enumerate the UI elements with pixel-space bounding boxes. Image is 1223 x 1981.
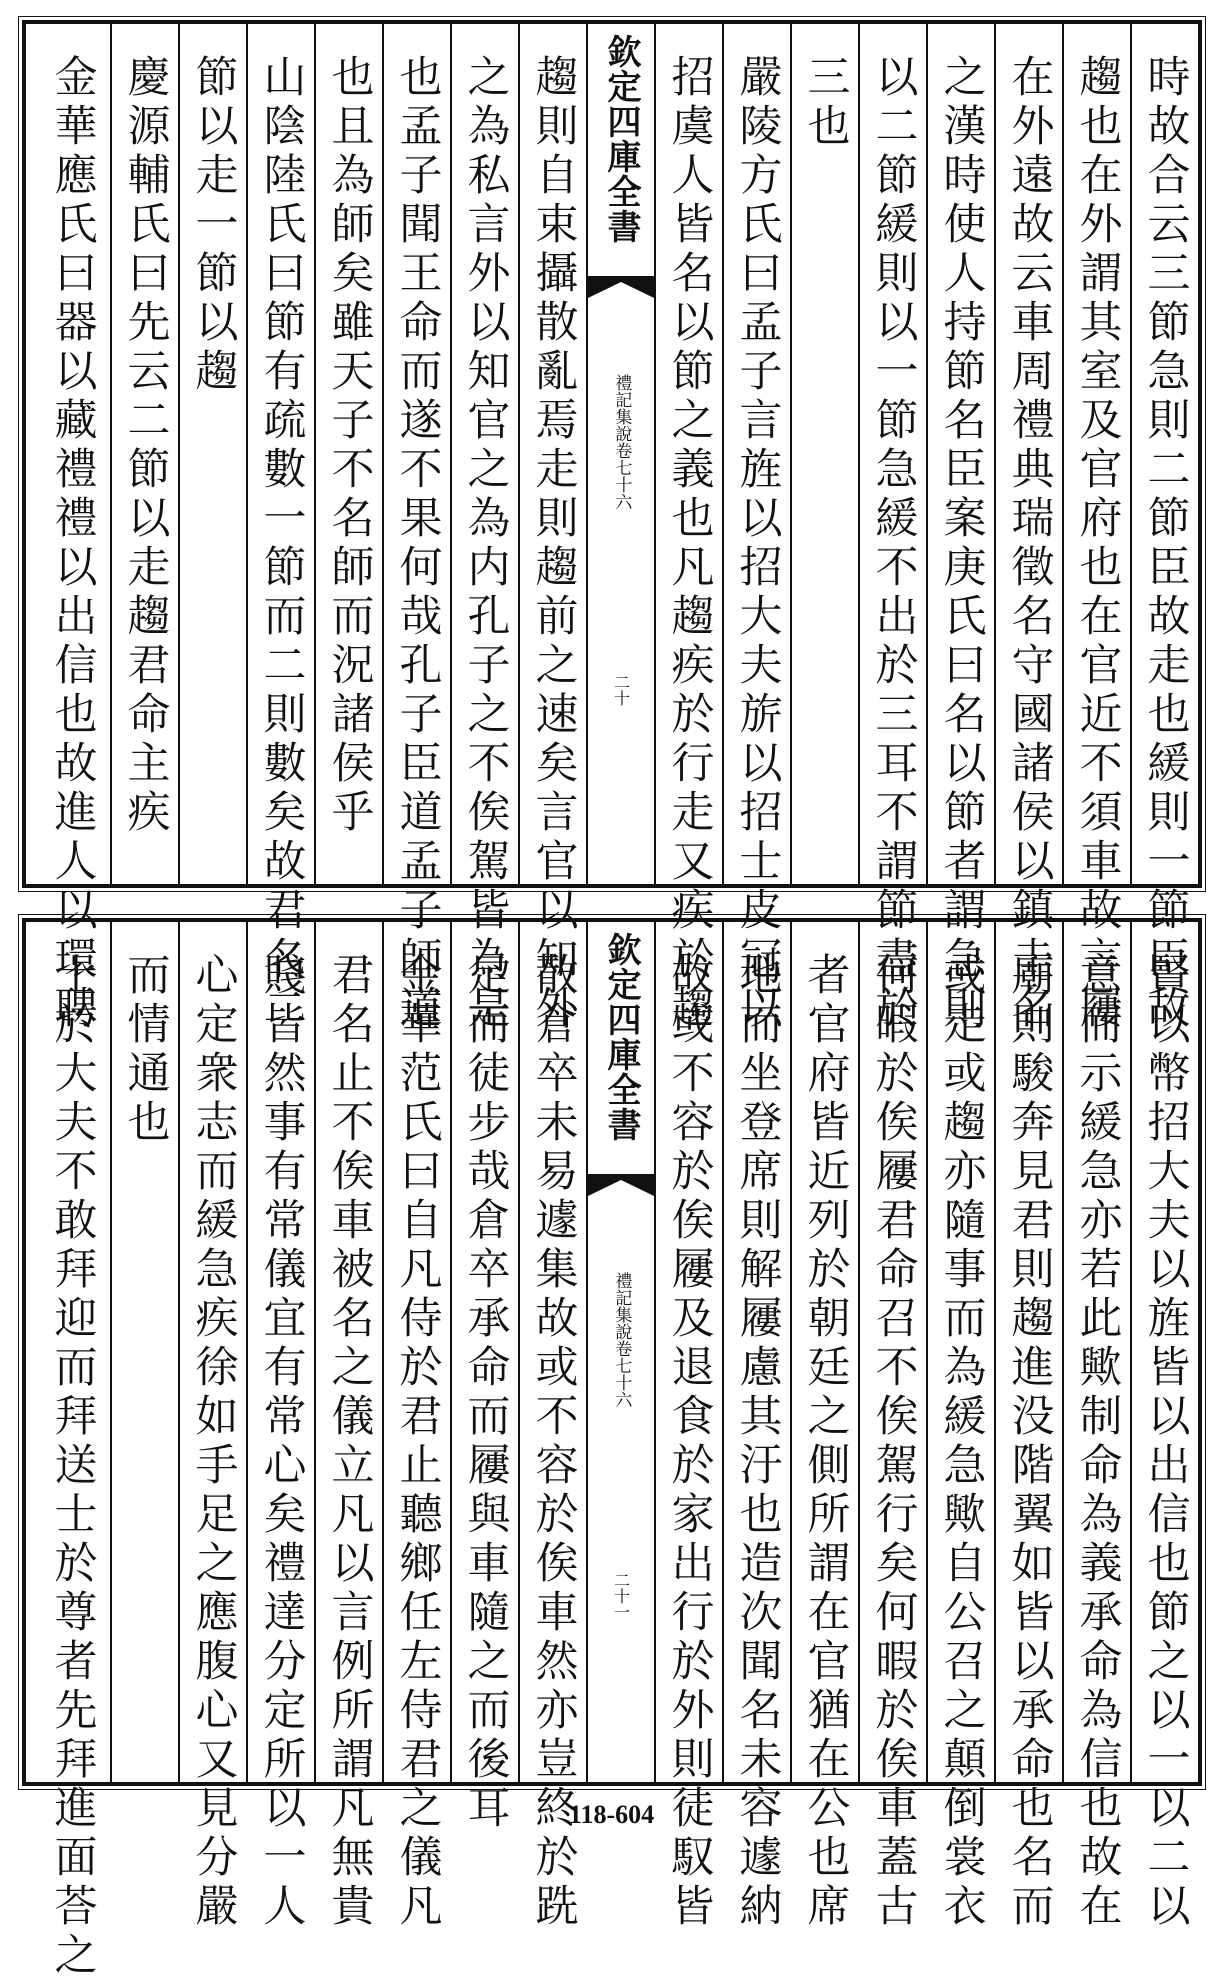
text-column	[1130, 922, 1198, 1932]
top-page	[22, 20, 1202, 1034]
column-text: 時故合云三節急則二節臣故走也緩則一節臣故	[1140, 54, 1191, 1034]
text-column	[654, 24, 722, 1034]
center-fold-column	[586, 922, 654, 1782]
column-text: 招虞人皆名以節之義也凡趨疾於行走又疾於趨	[664, 54, 715, 1034]
column-text: 心定衆志而緩急疾徐如手足之應腹心又見分嚴	[188, 952, 239, 1932]
column-text: 在外遠故云車周禮典瑞徵名守國諸侯以鎮圭名	[1004, 54, 1055, 1034]
column-text: 之漢時使人持節名臣案庚氏曰名以節者謂急則	[936, 54, 987, 1034]
column-text: 慶源輔氏曰先云二節以走趨君命主疾	[120, 54, 171, 838]
book-title: 禮記集說	[611, 374, 632, 442]
text-column	[518, 24, 586, 1034]
text-column	[178, 24, 246, 884]
collection-title: 欽定四庫全書	[601, 932, 641, 1142]
column-text: 金華應氏曰器以藏禮禮以出信也故進人以環聘	[47, 54, 98, 1034]
text-column	[722, 24, 790, 1034]
text-column	[382, 922, 450, 1932]
text-column	[858, 922, 926, 1932]
column-text: 者官府皆近列於朝廷之側所謂在官猶在公也席	[800, 952, 851, 1932]
text-column	[314, 922, 382, 1932]
volume-number: 卷七十六	[611, 442, 632, 510]
column-text: 山陰陸氏曰節有疏數一節而二則數矣故君名二	[256, 54, 307, 1034]
column-text: 地而坐登席則解屨慮其汙也造次聞名未容遽納	[732, 952, 783, 1932]
text-column	[178, 922, 246, 1932]
text-column	[246, 922, 314, 1932]
column-text: 廟則駿奔見君則趨進没階翼如皆以承命也名而	[1004, 952, 1055, 1932]
column-text: 也孟子聞王命而遂不果何哉孔子臣道孟子師道	[392, 54, 443, 1034]
collection-title: 欽定四庫全書	[601, 34, 641, 244]
column-text: 金華范氏曰自凡侍於君止聽鄉任左侍君之儀凡	[392, 952, 443, 1932]
center-fold-column	[586, 24, 654, 884]
column-text: 趨也在外謂其室及官府也在官近不須車故言屨	[1072, 54, 1123, 1034]
book-info	[612, 1272, 631, 1408]
column-text: 君名止不俟車被名之儀立凡以言例所謂凡無貴	[324, 952, 375, 1932]
fish-tail-mark	[588, 1174, 654, 1198]
fish-tail-mark	[588, 276, 654, 300]
column-text: 節以走一節以趨	[188, 54, 239, 397]
column-text: 或走或趨亦隨事而為緩急歟自公召之顛倒裳衣	[936, 952, 987, 1932]
text-column	[314, 24, 382, 884]
text-column	[790, 24, 858, 884]
text-column	[518, 922, 586, 1932]
column-text: 足而徒步哉倉卒承命而屨與車隨之而後耳	[460, 952, 511, 1834]
text-column	[1130, 24, 1198, 1034]
text-column	[654, 922, 722, 1932]
column-text: 賢以幣招大夫以旌皆以出信也節之以一以二以	[1140, 952, 1191, 1932]
column-text: 也且為師矣雖天子不名師而況諸侯乎	[324, 54, 375, 838]
text-column	[790, 922, 858, 1932]
text-column	[926, 24, 994, 1034]
text-column	[110, 24, 178, 884]
book-info	[612, 374, 631, 510]
column-text: 散倉卒未易遽集故或不容於俟車然亦豈終於跣	[528, 952, 579, 1932]
text-column	[110, 922, 178, 1782]
volume-number: 卷七十六	[611, 1340, 632, 1408]
text-column	[994, 24, 1062, 1034]
text-column	[1062, 24, 1130, 1034]
column-text: 趨則自束攝散亂焉走則趨前之速矣言官以知外	[528, 54, 579, 1034]
leaf-number: 二十	[611, 674, 631, 706]
column-text: 之為私言外以知官之為内孔子之不俟駕皆為是	[460, 54, 511, 1034]
column-text: 何暇於俟屨君命召不俟駕行矣何暇於俟車蓋古	[868, 952, 919, 1932]
text-column	[34, 24, 110, 1034]
column-text: 士於大夫不敢拜迎而拜送士於尊者先拜進面荅之	[47, 952, 98, 1981]
column-text: 賤皆然事有常儀宜有常心矣禮達分定所以一人	[256, 952, 307, 1932]
text-column	[858, 24, 926, 1034]
text-column	[34, 922, 110, 1981]
leaf-number: 二十一	[611, 1572, 631, 1620]
text-column	[382, 24, 450, 1034]
book-title: 禮記集說	[611, 1272, 632, 1340]
text-column	[1062, 922, 1130, 1932]
text-column	[926, 922, 994, 1932]
column-text: 嚴陵方氏曰孟子言旌以招大夫旂以招士皮冠以	[732, 54, 783, 1034]
text-column	[450, 922, 518, 1834]
column-text: 故或不容於俟屨及退食於家出行於外則徒馭皆	[664, 952, 715, 1932]
column-text: 而情通也	[120, 952, 171, 1148]
text-column	[450, 24, 518, 1034]
column-text: 意而示緩急亦若此歟制命為義承命為信也故在	[1072, 952, 1123, 1932]
text-column	[722, 922, 790, 1932]
column-text: 三也	[800, 54, 851, 152]
column-text: 以二節緩則以一節急緩不出於三耳不謂節盡於	[868, 54, 919, 1034]
text-column	[246, 24, 314, 1034]
text-column	[994, 922, 1062, 1932]
page-number: 118-604	[568, 1800, 655, 1829]
